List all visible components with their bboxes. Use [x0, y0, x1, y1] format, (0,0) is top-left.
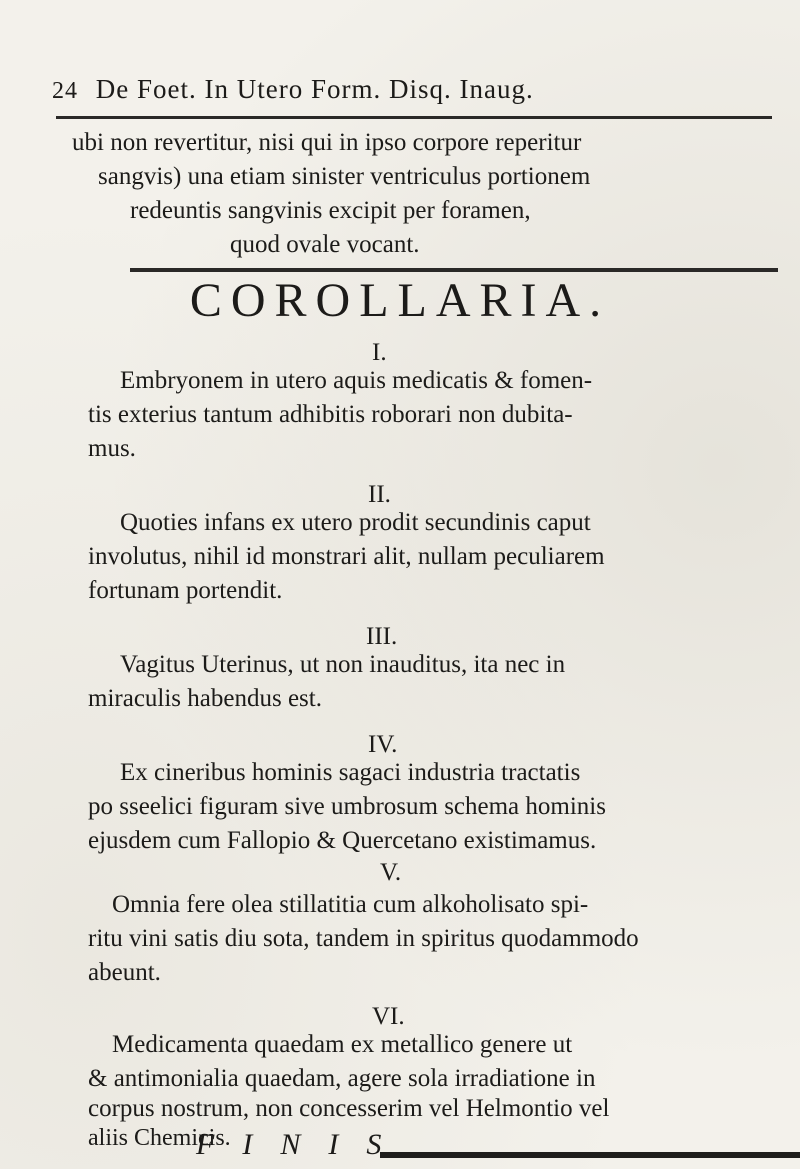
corollary-line: corpus nostrum, non concesserim vel Helmontio vel — [88, 1095, 610, 1122]
corollary-line: ejusdem cum Fallopio & Quercetano existimamus. — [88, 827, 597, 854]
page-number: 24 — [52, 78, 78, 104]
intro-line: redeuntis sangvinis excipit per foramen, — [130, 197, 531, 224]
footer-rule — [380, 1152, 800, 1158]
intro-line: ubi non revertitur, nisi qui in ipso corpore reperitur — [72, 129, 582, 156]
corollary-line: tis exterius tantum adhibitis roborari non dubita- — [88, 401, 573, 428]
corollary-line: & antimonialia quaedam, agere sola irradiatione in — [88, 1065, 596, 1092]
corollary-line: miraculis habendus est. — [88, 685, 322, 712]
corollary-line: ritu vini satis diu sota, tandem in spiritus quodammodo — [88, 925, 639, 952]
corollary-line: Embryonem in utero aquis medicatis & fomen- — [120, 367, 593, 394]
corollary-line: involutus, nihil id monstrari alit, nullam peculiarem — [88, 543, 605, 570]
corollary-line: mus. — [88, 435, 136, 462]
corollary-line: Vagitus Uterinus, ut non inauditus, ita nec in — [120, 651, 566, 678]
intro-line: sangvis) una etiam sinister ventriculus portionem — [98, 163, 591, 190]
corollary-line: fortunam portendit. — [88, 577, 283, 604]
corollary-line: po sseelici figuram sive umbrosum schema hominis — [88, 793, 606, 820]
section-rule — [130, 268, 778, 272]
corollary-line: aliis Chemicis. — [88, 1125, 231, 1151]
corollary-line: Ex cineribus hominis sagaci industria tractatis — [120, 759, 581, 786]
corollary-line: abeunt. — [88, 959, 161, 986]
corollary-numeral: I. — [372, 339, 387, 366]
corollary-numeral: IV. — [368, 731, 398, 758]
footer-finis: FINIS — [196, 1128, 410, 1161]
corollary-numeral: VI. — [372, 1003, 405, 1030]
corollary-numeral: V. — [380, 859, 402, 886]
running-head — [52, 72, 772, 108]
corollary-numeral: II. — [368, 481, 391, 508]
corollary-line: Quoties infans ex utero prodit secundinis caput — [120, 509, 591, 536]
corollary-numeral: III. — [366, 623, 398, 650]
intro-line: quod ovale vocant. — [230, 231, 420, 258]
corollaria-title: COROLLARIA. — [189, 274, 611, 327]
header-rule — [56, 116, 772, 119]
corollary-line: Medicamenta quaedam ex metallico genere ut — [112, 1031, 573, 1058]
running-title: De Foet. In Utero Form. Disq. Inaug. — [95, 74, 534, 104]
corollary-line: Omnia fere olea stillatitia cum alkoholisato spi- — [112, 891, 589, 918]
